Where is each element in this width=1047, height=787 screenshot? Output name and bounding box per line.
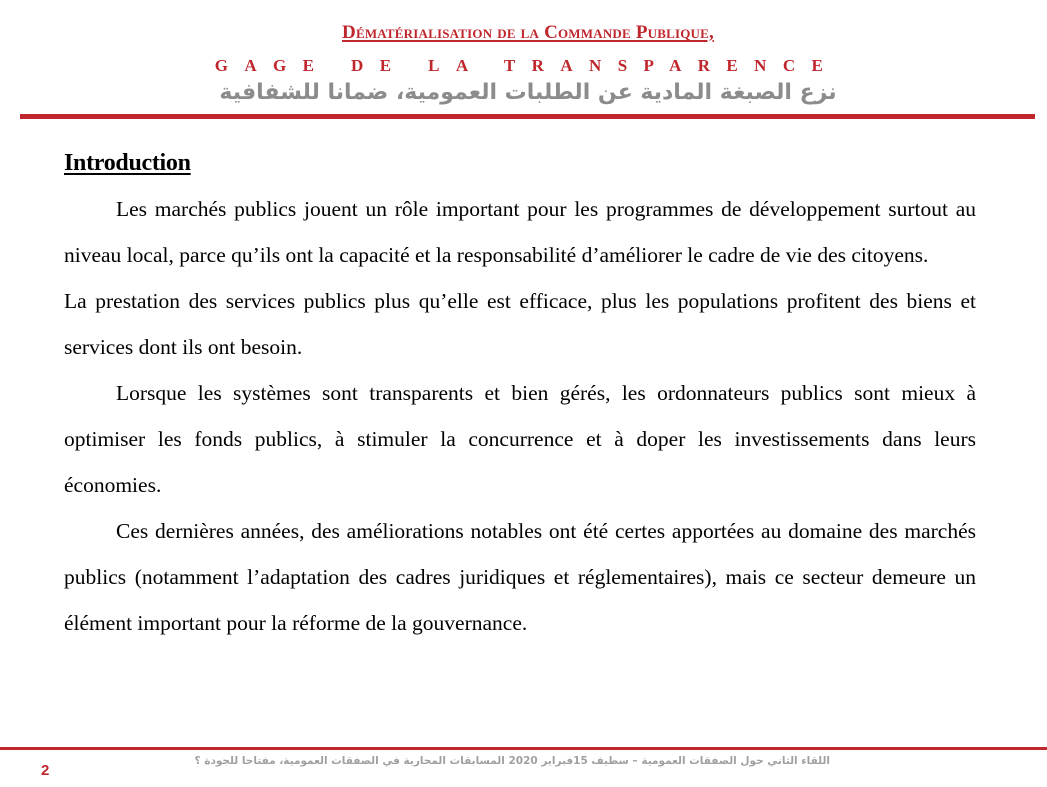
header-divider	[20, 114, 1035, 119]
paragraph-3: Lorsque les systèmes sont transparents et bien gérés, les ordonnateurs publics sont mieux à optimiser les fonds publics, à stimuler la concurrence et à doper les investissements dans leurs économies.	[64, 381, 976, 497]
paragraph-4: Ces dernières années, des améliorations notables ont été certes apportées au domaine des marchés publics (notamment l’adaptation des cadres juridiques et réglementaires), mais ce secteur demeure un élément important pour la réforme de la gouvernance.	[64, 519, 976, 635]
slide-header	[0, 0, 1047, 122]
section-heading: Introduction	[64, 150, 191, 176]
slide-title: Dématérialisation de la Commande Publique,	[342, 22, 714, 43]
paragraph-1: Les marchés publics jouent un rôle important pour les programmes de développement surtout au niveau local, parce qu’ils ont la capacité et la responsabilité d’améliorer le cadre de vie des citoyens.	[64, 197, 976, 267]
slide-subtitle: GAGE DE LA TRANSPARENCE	[214, 56, 840, 75]
footer-divider	[0, 747, 1047, 750]
page-number: 2	[41, 762, 50, 779]
footer-text: اللقاء الثاني حول الصفقات العمومية – سطيف 15فبراير 2020 المسابقات المحاربة في الصفقات العمومية، مفتاحا للجودة ؟	[194, 755, 830, 767]
paragraph-2: La prestation des services publics plus qu’elle est efficace, plus les populations profitent des biens et services dont ils ont besoin.	[64, 289, 976, 359]
slide-content	[64, 140, 976, 646]
slide-title-arabic: نزع الصبغة المادية عن الطلبات العمومية، ضمانا للشفافية	[219, 80, 837, 105]
